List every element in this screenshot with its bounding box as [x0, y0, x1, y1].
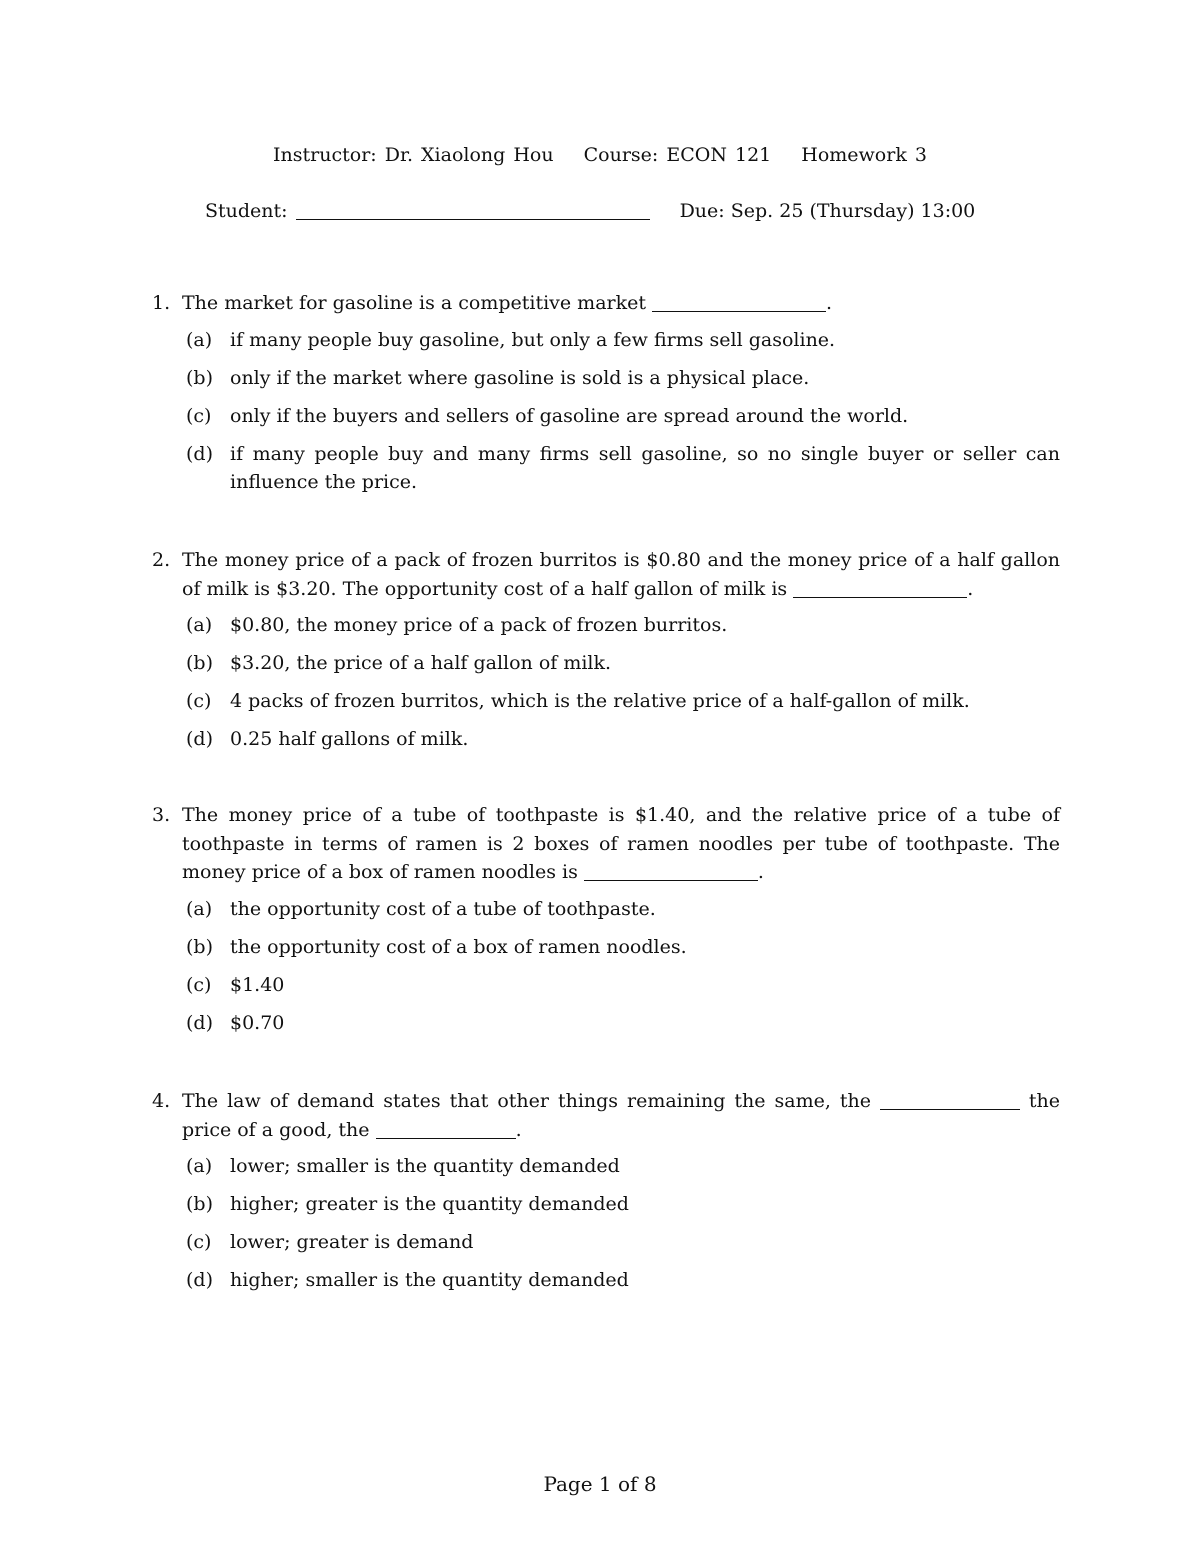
stem-text-end: .	[967, 577, 974, 600]
options-list	[152, 611, 1060, 754]
option-text: lower; greater is demand	[230, 1231, 474, 1253]
question-number: 4.	[152, 1090, 171, 1112]
stem-text-end: .	[515, 1118, 522, 1141]
option-c	[152, 402, 1060, 431]
options-list	[152, 895, 1060, 1038]
question-1	[152, 289, 1060, 506]
stem-text: The money price of a tube of toothpaste is $1.40, and the relative price of a tube of toothpaste in terms of ramen is 2 boxes of ramen noodles per tube of toothpaste. The money price of a box of ramen noodles is	[182, 804, 1060, 883]
option-text: $3.20, the price of a half gallon of milk.	[230, 652, 612, 674]
option-text: lower; smaller is the quantity demanded	[230, 1155, 620, 1177]
option-letter: (d)	[186, 442, 213, 465]
question-stem	[152, 1087, 1060, 1144]
options-list	[152, 1152, 1060, 1295]
option-letter: (c)	[186, 973, 212, 996]
option-letter: (a)	[186, 328, 213, 351]
student-name-blank[interactable]	[296, 219, 650, 220]
option-d	[152, 440, 1060, 497]
option-b	[152, 933, 1060, 962]
stem-text: The law of demand states that other things remaining the same, the	[182, 1090, 871, 1112]
option-letter: (c)	[186, 404, 212, 427]
option-letter: (c)	[186, 1231, 212, 1253]
option-letter: (d)	[186, 1011, 213, 1034]
option-text: if many people buy and many firms sell gasoline, so no single buyer or seller can influence the price.	[230, 442, 1060, 493]
stem-text: The market for gasoline is a competitive market	[182, 292, 646, 314]
option-d	[152, 1009, 1060, 1038]
option-a	[152, 326, 1060, 355]
option-text: higher; greater is the quantity demanded	[230, 1193, 629, 1215]
stem-text: The money price of a pack of frozen burritos is $0.80 and the money price of a half gallon of milk is $3.20. The opportunity cost of a half gallon of milk is	[182, 549, 1060, 600]
option-letter: (d)	[186, 728, 213, 750]
option-a	[152, 895, 1060, 924]
stem-text-end: .	[826, 292, 833, 314]
option-text: $1.40	[230, 973, 285, 996]
option-text: $0.80, the money price of a pack of frozen burritos.	[230, 614, 728, 636]
question-2	[152, 546, 1060, 763]
option-text: $0.70	[230, 1011, 285, 1034]
question-3	[152, 801, 1060, 1047]
stem-text-middle: the price of a good, the	[182, 1090, 1061, 1141]
option-text: higher; smaller is the quantity demanded	[230, 1269, 629, 1291]
homework-title: Homework 3	[801, 144, 927, 166]
option-letter: (a)	[186, 614, 213, 636]
option-d	[152, 1266, 1060, 1295]
option-a	[152, 1152, 1060, 1181]
answer-blank	[880, 1109, 1020, 1110]
student-due-line	[205, 200, 975, 222]
question-number: 2.	[152, 549, 171, 571]
options-list	[152, 326, 1060, 497]
student-label: Student:	[205, 200, 288, 222]
option-text: the opportunity cost of a box of ramen noodles.	[230, 935, 687, 958]
option-b	[152, 364, 1060, 393]
option-b	[152, 1190, 1060, 1219]
course-text: Course: ECON 121	[583, 144, 772, 166]
option-letter: (b)	[186, 366, 213, 389]
option-letter: (b)	[186, 652, 213, 674]
option-text: the opportunity cost of a tube of toothpaste.	[230, 897, 656, 920]
option-letter: (a)	[186, 1155, 213, 1177]
option-text: if many people buy gasoline, but only a few firms sell gasoline.	[230, 328, 836, 351]
option-text: 0.25 half gallons of milk.	[230, 728, 469, 750]
option-c	[152, 1228, 1060, 1257]
question-number: 1.	[152, 292, 171, 314]
option-b	[152, 649, 1060, 678]
option-c	[152, 687, 1060, 716]
option-letter: (b)	[186, 1193, 213, 1215]
option-letter: (b)	[186, 935, 213, 958]
option-c	[152, 971, 1060, 1000]
due-date-text: Due: Sep. 25 (Thursday) 13:00	[679, 200, 976, 222]
answer-blank	[793, 597, 967, 598]
option-d	[152, 725, 1060, 754]
question-stem	[152, 546, 1060, 603]
answer-blank	[376, 1138, 516, 1139]
answer-blank	[584, 880, 758, 881]
option-text: only if the buyers and sellers of gasoline are spread around the world.	[230, 404, 909, 427]
stem-text-end: .	[757, 861, 764, 883]
answer-blank	[652, 311, 826, 312]
option-letter: (d)	[186, 1269, 213, 1291]
option-text: 4 packs of frozen burritos, which is the relative price of a half-gallon of milk.	[230, 690, 970, 712]
option-letter: (a)	[186, 897, 213, 920]
option-text: only if the market where gasoline is sold is a physical place.	[230, 366, 810, 389]
page-number: Page 1 of 8	[543, 1472, 657, 1496]
question-4	[152, 1087, 1060, 1304]
option-a	[152, 611, 1060, 640]
option-letter: (c)	[186, 690, 212, 712]
instructor-text: Instructor: Dr. Xiaolong Hou	[273, 144, 554, 166]
question-stem	[152, 289, 1060, 318]
question-number: 3.	[152, 804, 171, 826]
header-info	[0, 144, 1200, 166]
question-stem	[152, 801, 1060, 887]
